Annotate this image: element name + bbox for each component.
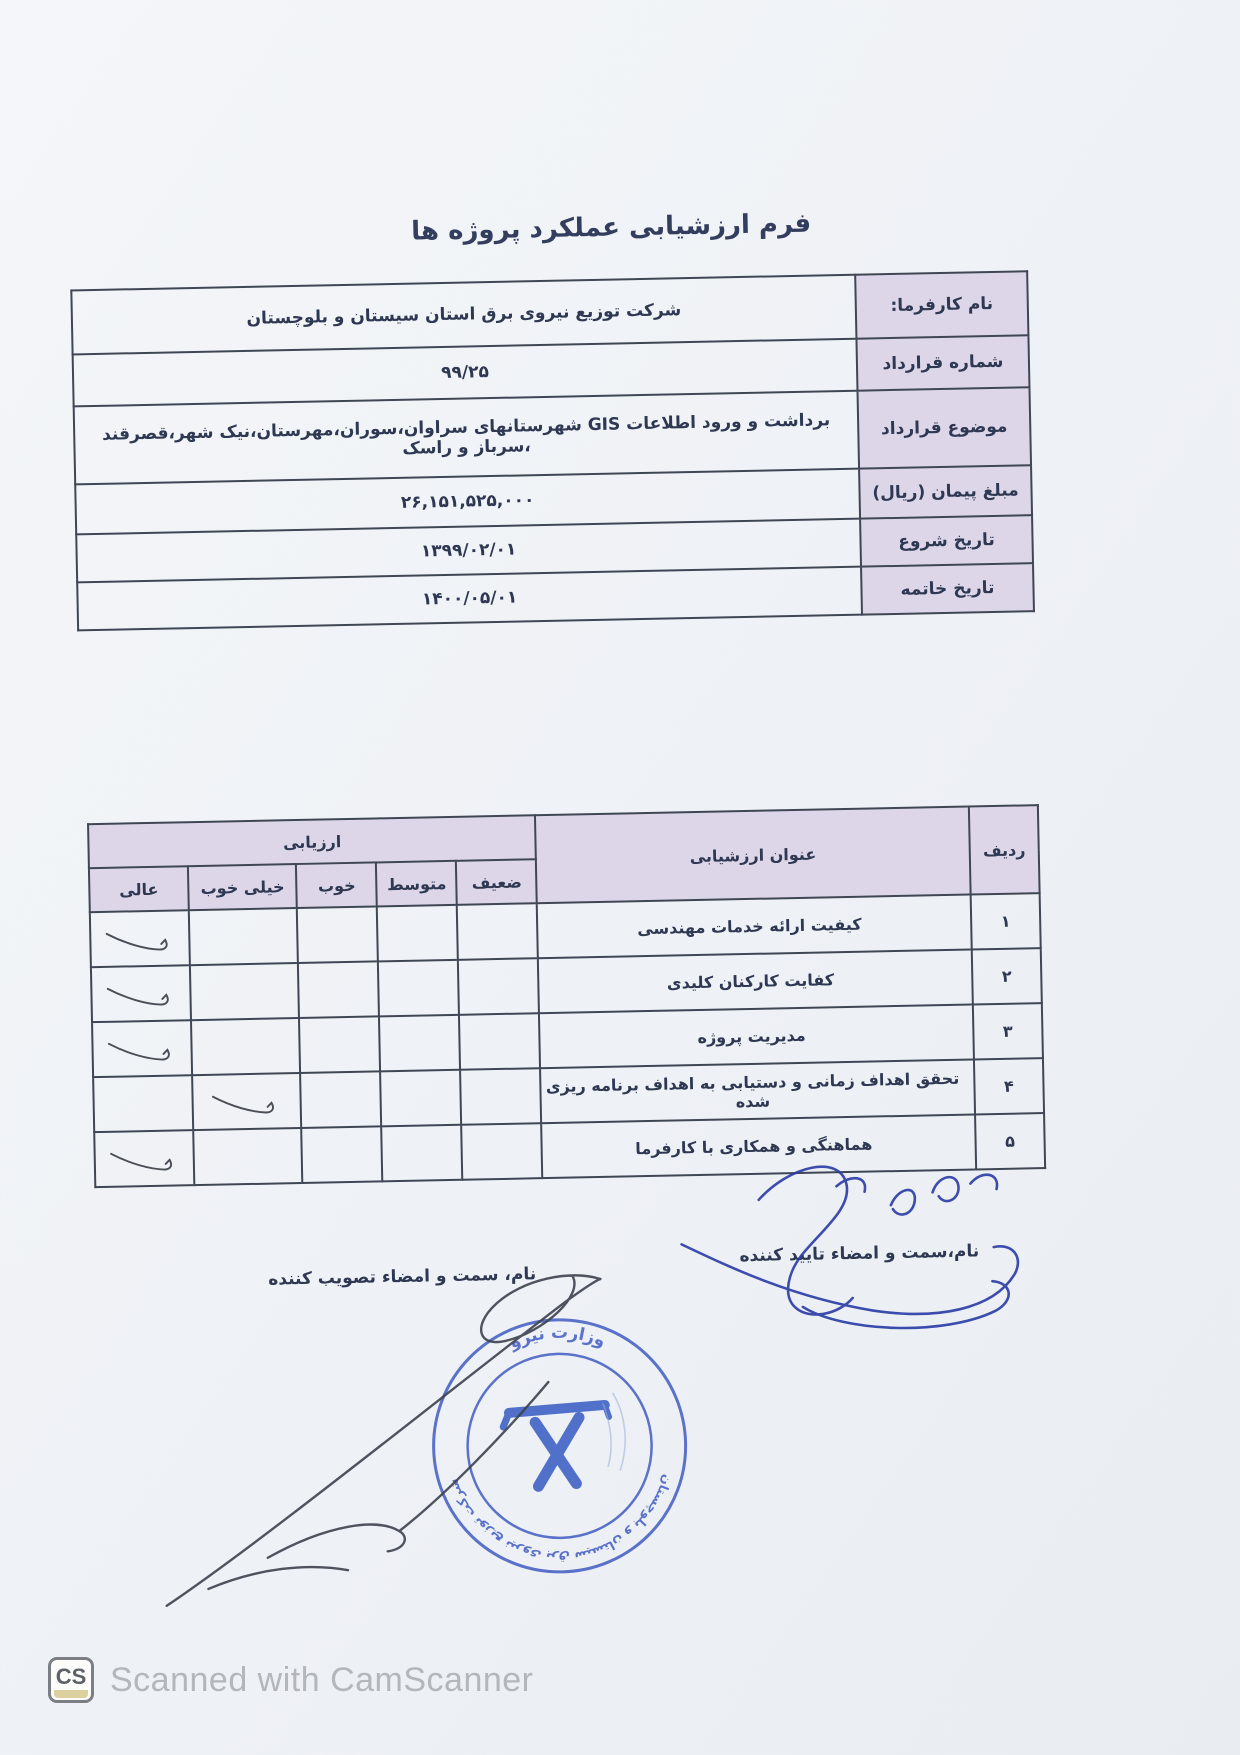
confirmer-signature-label: نام،سمت و امضاء تایید کننده <box>739 1241 980 1267</box>
stamp-top-text: وزارت نیرو <box>506 1322 609 1354</box>
rating-cell <box>378 960 459 1017</box>
info-label-contract-subject: موضوع قرارداد <box>857 387 1031 468</box>
evaluation-table <box>87 804 1046 1188</box>
header-rating-very-good: خیلی خوب <box>188 864 297 910</box>
rating-cell <box>94 1130 194 1187</box>
rating-cell <box>190 963 300 1020</box>
info-value-end-date: ۱۴۰۰/۰۵/۰۱ <box>77 567 862 631</box>
rating-cell <box>299 1016 380 1073</box>
row-number: ۵ <box>975 1113 1045 1169</box>
rating-cell <box>382 1125 463 1182</box>
info-label-end-date: تاریخ خاتمه <box>861 563 1034 614</box>
info-value-contract-subject: برداشت و ورود اطلاعات GIS شهرستانهای سراوان،سوران،مهرستان،نیک شهر،قصرقند ،سرباز و راسک <box>74 391 859 485</box>
rating-cell <box>379 1015 460 1072</box>
rating-cell <box>93 1075 193 1132</box>
row-number: ۲ <box>972 948 1042 1004</box>
evaluation-criterion: مدیریت پروژه <box>539 1004 973 1068</box>
camscanner-text: Scanned with CamScanner <box>110 1660 534 1699</box>
company-stamp <box>394 1281 724 1611</box>
header-rating-weak: ضعیف <box>456 859 537 905</box>
row-number: ۱ <box>971 893 1041 949</box>
evaluation-criterion: هماهنگی و همکاری با کارفرما <box>542 1114 976 1178</box>
info-label-employer: نام کارفرما: <box>855 271 1028 338</box>
approver-signature-label: نام، سمت و امضاء تصویب کننده <box>268 1264 537 1290</box>
camscanner-icon-label: CS <box>55 1664 87 1689</box>
rating-cell <box>459 1013 540 1070</box>
rating-cell <box>461 1068 542 1125</box>
header-evaluation-title: عنوان ارزشیابی <box>535 807 970 904</box>
header-rating-excellent: عالی <box>89 866 189 912</box>
info-label-start-date: تاریخ شروع <box>860 515 1033 566</box>
info-value-contract-number: ۹۹/۲۵ <box>73 339 858 407</box>
info-label-contract-number: شماره قرارداد <box>856 335 1029 390</box>
header-rating-good: خوب <box>296 862 377 908</box>
rating-cell <box>192 1073 302 1130</box>
evaluation-criterion: کیفیت ارائه خدمات مهندسی <box>537 895 971 959</box>
stamp-ring-text: شرکت توزیع نیروی برق سیستان و بلوچستان <box>445 1472 676 1566</box>
handwritten-checkmark-icon <box>102 979 181 1013</box>
rating-cell <box>297 906 378 963</box>
rating-cell <box>193 1128 303 1185</box>
row-number: ۳ <box>973 1003 1043 1059</box>
rating-cell <box>92 1020 192 1077</box>
info-label-contract-amount: مبلغ پیمان (ریال) <box>859 465 1032 518</box>
rating-cell <box>302 1126 383 1183</box>
page-title: فرم ارزشیابی عملکرد پروژه ها <box>410 208 812 247</box>
rating-cell <box>91 965 191 1022</box>
camscanner-icon <box>48 1657 94 1703</box>
evaluation-criterion: کفایت کارکنان کلیدی <box>538 949 972 1013</box>
rating-cell <box>458 958 539 1015</box>
handwritten-checkmark-icon <box>101 924 180 958</box>
rating-cell <box>457 903 538 960</box>
header-rating-average: متوسط <box>376 861 457 907</box>
handwritten-checkmark-icon <box>103 1034 182 1068</box>
camscanner-footer <box>48 1652 534 1708</box>
header-row-number: ردیف <box>969 805 1040 894</box>
handwritten-checkmark-icon <box>105 1144 184 1178</box>
rating-cell <box>381 1070 462 1127</box>
header-rating-group: ارزیابی <box>88 815 536 868</box>
rating-cell <box>301 1071 382 1128</box>
stamp-emblem-icon <box>503 1405 611 1487</box>
rating-cell <box>189 908 299 965</box>
rating-cell <box>191 1018 301 1075</box>
rating-cell <box>90 910 190 967</box>
rating-cell <box>298 961 379 1018</box>
rating-cell <box>462 1123 543 1180</box>
handwritten-checkmark-icon <box>208 1087 287 1121</box>
rating-cell <box>377 905 458 962</box>
contract-info-table <box>70 270 1035 631</box>
info-value-employer: شرکت توزیع نیروی برق استان سیستان و بلوچستان <box>71 275 856 355</box>
info-value-contract-amount: ۲۶,۱۵۱,۵۲۵,۰۰۰ <box>75 469 860 535</box>
evaluation-criterion: تحقق اهداف زمانی و دستیابی به اهداف برنامه ریزی شده <box>541 1059 975 1123</box>
table-header-row <box>88 805 1039 868</box>
approver-signature-ink <box>142 1249 710 1640</box>
info-value-start-date: ۱۳۹۹/۰۲/۰۱ <box>76 519 861 583</box>
svg-text:شرکت توزیع نیروی برق سیستان و <box>445 1472 677 1568</box>
svg-text:وزارت نیرو <box>505 1322 609 1354</box>
row-number: ۴ <box>974 1058 1044 1114</box>
